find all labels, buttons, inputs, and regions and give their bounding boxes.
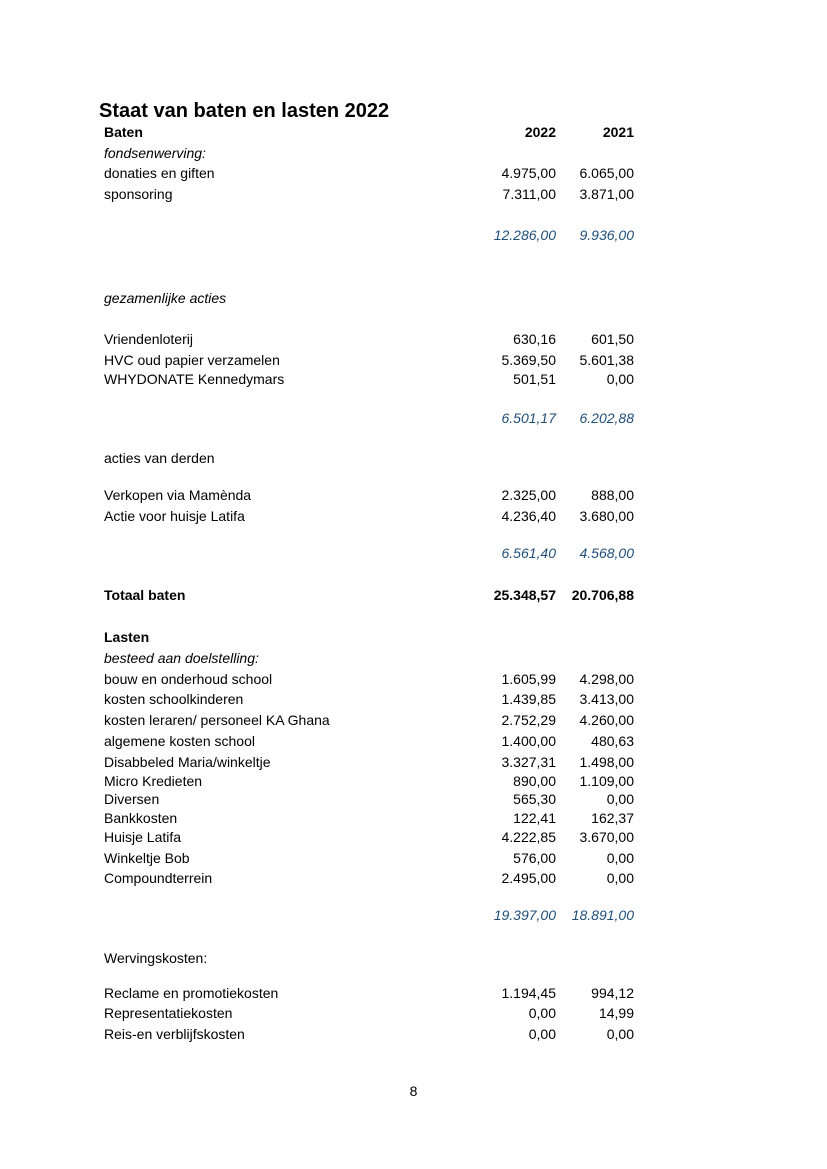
section-heading [104, 648, 634, 668]
table-row [104, 184, 634, 204]
row-label: Baten [104, 124, 143, 140]
value-2022: 4.975,00 [501, 165, 556, 181]
table-row [104, 752, 634, 772]
value-2021: 1.498,00 [579, 754, 634, 770]
table-row [104, 1003, 634, 1023]
table-row [104, 122, 634, 142]
section-heading [104, 948, 634, 968]
table-row [104, 789, 634, 809]
value-2022: 565,30 [513, 791, 556, 807]
value-2021: 5.601,38 [579, 352, 634, 368]
row-label: algemene kosten school [104, 733, 255, 749]
row-label: Micro Kredieten [104, 773, 203, 789]
subtotal-row [104, 543, 634, 563]
table-row [104, 329, 634, 349]
table-row [104, 771, 634, 791]
value-2021: 3.413,00 [579, 691, 634, 707]
value-2022: 4.236,40 [501, 508, 556, 524]
value-2021: 0,00 [606, 371, 634, 387]
value-2021: 4.260,00 [579, 712, 634, 728]
row-label: Reclame en promotiekosten [104, 985, 279, 1001]
value-2021: 20.706,88 [571, 587, 634, 603]
value-2022: 122,41 [513, 810, 556, 826]
value-2022: 12.286,00 [493, 227, 556, 243]
value-2022: 5.369,50 [501, 352, 556, 368]
value-2022: 1.605,99 [501, 671, 556, 687]
table-row [104, 485, 634, 505]
value-2022: 19.397,00 [493, 907, 556, 923]
value-2022: 6.501,17 [501, 410, 556, 426]
value-2022: 0,00 [528, 1026, 556, 1042]
row-label: Diversen [104, 791, 160, 807]
value-2021: 994,12 [591, 985, 634, 1001]
value-2021: 0,00 [606, 870, 634, 886]
section-heading [104, 143, 634, 163]
row-label: Huisje Latifa [104, 829, 182, 845]
row-label: sponsoring [104, 186, 173, 202]
value-2021: 3.871,00 [579, 186, 634, 202]
row-label: Representatiekosten [104, 1005, 233, 1021]
row-label: Totaal baten [104, 587, 186, 603]
value-2021: 480,63 [591, 733, 634, 749]
value-2022: 576,00 [513, 850, 556, 866]
value-2021: 4.568,00 [579, 545, 634, 561]
value-2021: 0,00 [606, 850, 634, 866]
value-2022: 501,51 [513, 371, 556, 387]
value-2022: 2.752,29 [501, 712, 556, 728]
row-label: Bankkosten [104, 810, 178, 826]
row-label: Winkeltje Bob [104, 850, 190, 866]
value-2022: 2.325,00 [501, 487, 556, 503]
table-row [104, 369, 634, 389]
section-heading [104, 288, 634, 308]
table-row [104, 506, 634, 526]
table-row [104, 731, 634, 751]
table-row [104, 983, 634, 1003]
value-2021: 888,00 [591, 487, 634, 503]
row-label: acties van derden [104, 450, 215, 466]
value-2021: 6.202,88 [579, 410, 634, 426]
value-2022: 0,00 [528, 1005, 556, 1021]
subtotal-row [104, 225, 634, 245]
section-heading [104, 448, 634, 468]
row-label: HVC oud papier verzamelen [104, 352, 280, 368]
row-label: Vriendenloterij [104, 331, 193, 347]
value-2022: 2022 [524, 124, 556, 140]
table-row [104, 585, 634, 605]
row-label: kosten leraren/ personeel KA Ghana [104, 712, 330, 728]
value-2022: 25.348,57 [493, 587, 556, 603]
value-2021: 162,37 [591, 810, 634, 826]
page-number: 8 [409, 1083, 418, 1099]
value-2022: 2.495,00 [501, 870, 556, 886]
row-label: Compoundterrein [104, 870, 213, 886]
table-row [104, 163, 634, 183]
value-2021: 0,00 [606, 791, 634, 807]
table-row [104, 1024, 634, 1044]
value-2021: 18.891,00 [571, 907, 634, 923]
row-label: Lasten [104, 629, 150, 645]
table-row [104, 350, 634, 370]
value-2022: 1.439,85 [501, 691, 556, 707]
value-2021: 9.936,00 [579, 227, 634, 243]
table-row [104, 848, 634, 868]
value-2021: 0,00 [606, 1026, 634, 1042]
value-2021: 1.109,00 [579, 773, 634, 789]
value-2022: 7.311,00 [502, 186, 556, 202]
row-label: fondsenwerving: [104, 145, 206, 161]
value-2021: 2021 [602, 124, 634, 140]
value-2022: 1.194,45 [501, 985, 556, 1001]
value-2022: 4.222,85 [501, 829, 556, 845]
value-2022: 630,16 [513, 331, 556, 347]
subtotal-row [104, 408, 634, 428]
row-label: WHYDONATE Kennedymars [104, 371, 285, 387]
subtotal-row [104, 905, 634, 925]
value-2022: 890,00 [513, 773, 556, 789]
row-label: besteed aan doelstelling: [104, 650, 259, 666]
row-label: bouw en onderhoud school [104, 671, 273, 687]
row-label: gezamenlijke acties [104, 290, 227, 306]
row-label: Disabbeled Maria/winkeltje [104, 754, 271, 770]
value-2021: 601,50 [591, 331, 634, 347]
value-2021: 14,99 [598, 1005, 634, 1021]
value-2021: 4.298,00 [579, 671, 634, 687]
value-2022: 6.561,40 [501, 545, 556, 561]
row-label: Actie voor huisje Latifa [104, 508, 245, 524]
table-row [104, 808, 634, 828]
value-2022: 3.327,31 [501, 754, 556, 770]
row-label: Verkopen via Mamènda [104, 487, 252, 503]
section-heading [104, 627, 634, 647]
row-label: Wervingskosten: [104, 950, 208, 966]
row-label: donaties en giften [104, 165, 215, 181]
value-2021: 3.670,00 [579, 829, 634, 845]
table-row [104, 710, 634, 730]
table-row [104, 669, 634, 689]
value-2021: 3.680,00 [579, 508, 634, 524]
value-2021: 6.065,00 [579, 165, 634, 181]
value-2022: 1.400,00 [501, 733, 556, 749]
table-row [104, 868, 634, 888]
table-row [104, 827, 634, 847]
row-label: Reis-en verblijfskosten [104, 1026, 245, 1042]
page-title: Staat van baten en lasten 2022 [99, 100, 390, 122]
row-label: kosten schoolkinderen [104, 691, 244, 707]
table-row [104, 689, 634, 709]
